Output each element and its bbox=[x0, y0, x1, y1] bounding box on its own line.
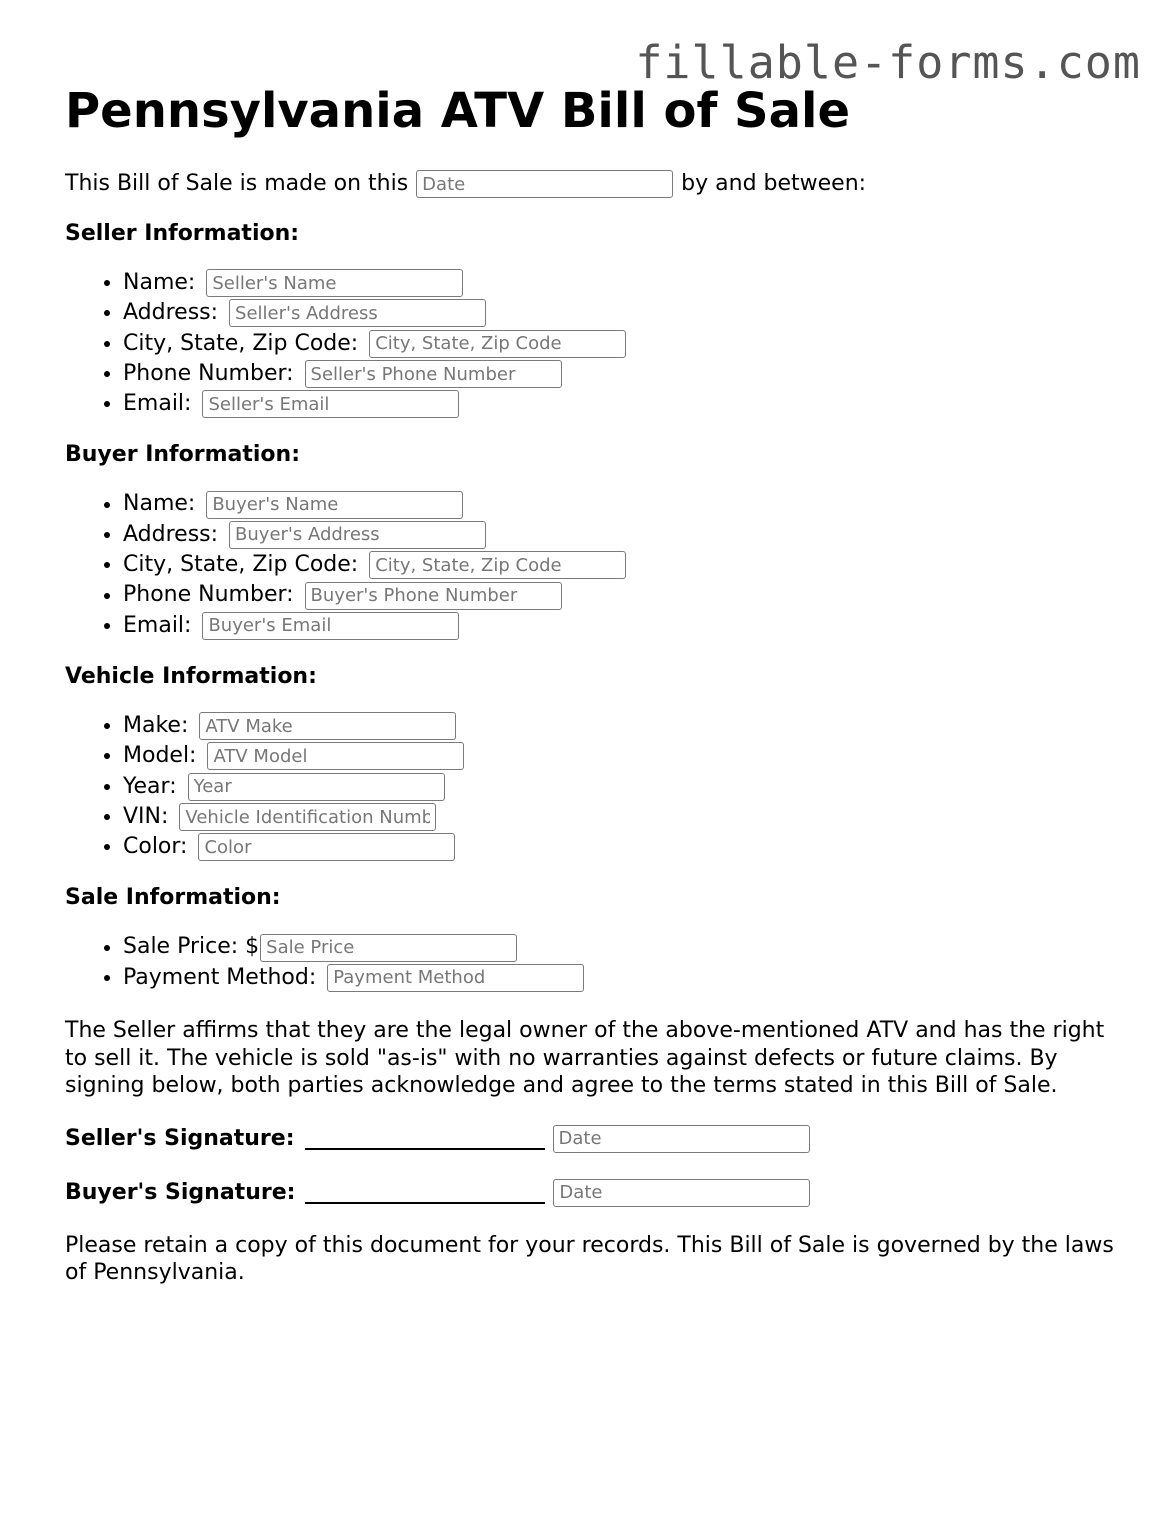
vehicle-model-item bbox=[123, 741, 1125, 771]
affirmation-text: The Seller affirms that they are the legal owner of the above-mentioned ATV and has the right to sell it. The vehicle is sold "as-is" with no warranties against defects or future claims. By signing below, both parties acknowledge and agree to the terms stated in this Bill of Sale. bbox=[65, 1018, 1105, 1099]
closing-text: Please retain a copy of this document for your records. This Bill of Sale is governed by the laws of Pennsylvania. bbox=[65, 1232, 1114, 1286]
page-title: Pennsylvania ATV Bill of Sale bbox=[65, 83, 851, 139]
seller-email-input[interactable] bbox=[202, 390, 459, 418]
vehicle-year-input[interactable] bbox=[188, 773, 445, 801]
seller-phone-input[interactable] bbox=[305, 360, 562, 388]
seller-heading: Seller Information: bbox=[65, 221, 300, 246]
vehicle-year-item bbox=[123, 772, 1125, 802]
payment-method-input[interactable] bbox=[327, 964, 584, 992]
sale-price-input[interactable] bbox=[260, 934, 517, 962]
vehicle-color-label: Color: bbox=[123, 834, 188, 860]
buyer-address-input[interactable] bbox=[229, 521, 486, 549]
buyer-city-label: City, State, Zip Code: bbox=[123, 552, 359, 578]
seller-fields bbox=[65, 268, 1125, 419]
buyer-phone-item bbox=[123, 580, 1125, 610]
vehicle-color-input[interactable] bbox=[198, 833, 455, 861]
buyer-name-input[interactable] bbox=[206, 491, 463, 519]
intro-before-text: This Bill of Sale is made on this bbox=[65, 171, 409, 196]
vehicle-heading: Vehicle Information: bbox=[65, 663, 317, 689]
seller-city-input[interactable] bbox=[369, 330, 626, 358]
seller-city-label: City, State, Zip Code: bbox=[123, 330, 359, 356]
seller-name-label: Name: bbox=[123, 270, 196, 295]
vehicle-model-input[interactable] bbox=[207, 742, 464, 770]
seller-city-item bbox=[123, 329, 1125, 359]
sale-price-label: Sale Price: $ bbox=[123, 934, 260, 960]
vehicle-year-label: Year: bbox=[123, 773, 177, 799]
vehicle-make-label: Make: bbox=[123, 712, 189, 738]
vehicle-fields bbox=[65, 711, 1125, 862]
buyer-email-label: Email: bbox=[123, 612, 192, 638]
payment-method-label: Payment Method: bbox=[123, 964, 317, 990]
seller-signature-date-input[interactable] bbox=[553, 1125, 810, 1153]
buyer-signature-line[interactable] bbox=[305, 1182, 545, 1204]
buyer-phone-input[interactable] bbox=[305, 582, 562, 610]
sale-heading: Sale Information: bbox=[65, 885, 281, 911]
vehicle-vin-label: VIN: bbox=[123, 803, 169, 829]
seller-phone-item bbox=[123, 359, 1125, 389]
seller-address-item bbox=[123, 298, 1125, 328]
bill-of-sale-form bbox=[65, 84, 1125, 1287]
buyer-city-input[interactable] bbox=[369, 551, 626, 579]
buyer-signature-row bbox=[65, 1178, 1125, 1208]
payment-method-item bbox=[123, 963, 1125, 993]
buyer-email-item bbox=[123, 611, 1125, 641]
vehicle-vin-item bbox=[123, 802, 1125, 832]
intro-after-text: by and between: bbox=[681, 171, 867, 196]
seller-address-label: Address: bbox=[123, 300, 219, 326]
seller-signature-row bbox=[65, 1124, 1125, 1154]
seller-name-item bbox=[123, 268, 1125, 298]
sale-price-item bbox=[123, 932, 1125, 962]
sale-date-input[interactable] bbox=[416, 170, 673, 198]
buyer-name-item bbox=[123, 489, 1125, 519]
vehicle-model-label: Model: bbox=[123, 743, 197, 769]
vehicle-color-item bbox=[123, 832, 1125, 862]
buyer-city-item bbox=[123, 550, 1125, 580]
buyer-fields bbox=[65, 489, 1125, 640]
seller-email-label: Email: bbox=[123, 391, 192, 417]
buyer-signature-date-input[interactable] bbox=[553, 1179, 810, 1207]
seller-signature-label: Seller's Signature: bbox=[65, 1126, 295, 1152]
seller-name-input[interactable] bbox=[206, 269, 463, 297]
buyer-email-input[interactable] bbox=[202, 612, 459, 640]
buyer-address-item bbox=[123, 520, 1125, 550]
buyer-signature-label: Buyer's Signature: bbox=[65, 1180, 296, 1206]
seller-signature-line[interactable] bbox=[305, 1128, 545, 1150]
buyer-phone-label: Phone Number: bbox=[123, 582, 294, 608]
intro-line bbox=[65, 170, 1125, 198]
watermark: fillable-forms.com bbox=[635, 36, 1141, 89]
buyer-address-label: Address: bbox=[123, 521, 219, 547]
vehicle-make-input[interactable] bbox=[199, 712, 456, 740]
seller-phone-label: Phone Number: bbox=[123, 360, 294, 386]
buyer-heading: Buyer Information: bbox=[65, 442, 300, 468]
seller-email-item bbox=[123, 389, 1125, 419]
sale-fields bbox=[65, 932, 1125, 993]
vehicle-make-item bbox=[123, 711, 1125, 741]
buyer-name-label: Name: bbox=[123, 491, 196, 517]
vehicle-vin-input[interactable] bbox=[179, 803, 436, 831]
seller-address-input[interactable] bbox=[229, 299, 486, 327]
